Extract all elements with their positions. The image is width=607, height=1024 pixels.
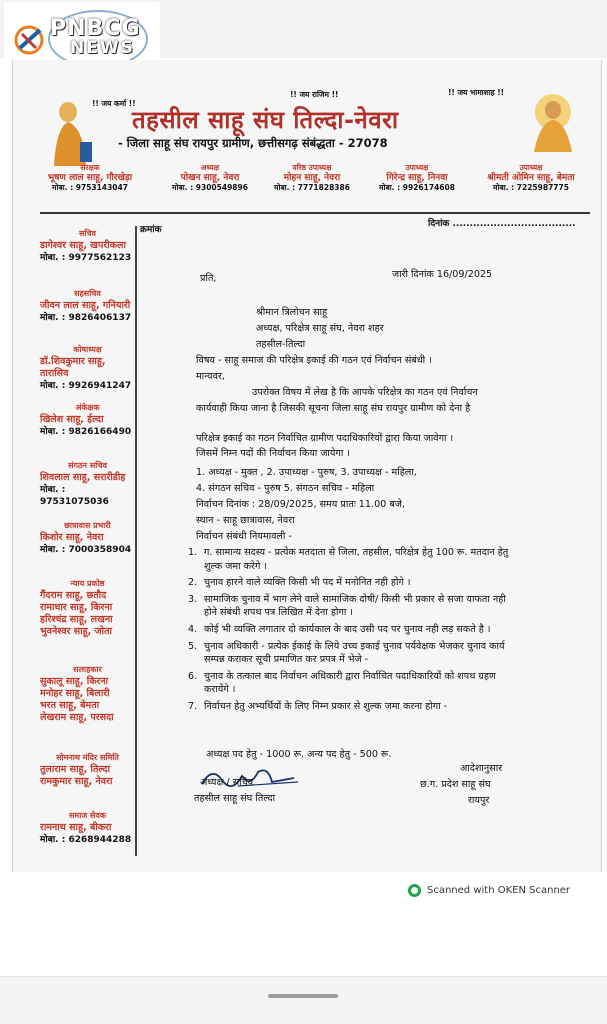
rules-title: निर्वाचन संबंधी नियमावली -: [196, 531, 292, 542]
sidebar-phone: मोबा. : 9826406137: [40, 313, 132, 323]
sidebar-name: शिवलाल साहू, सरारीडीह: [40, 472, 126, 483]
sidebar-block-9: [40, 752, 135, 788]
sidebar-role: सलाहकार: [73, 665, 102, 674]
officer-4: [362, 163, 472, 193]
letterhead-title: तहसील साहू संघ तिल्दा-नेवरा: [132, 106, 399, 134]
officer-name: गिरेन्द्र साहू, निनवा: [386, 173, 448, 183]
para1-line2: कार्यवाही किया जाना है जिसकी सूचना जिला साहू संघ रायपुर ग्रामीण को देना है: [196, 403, 471, 414]
sidebar-block-3: [40, 344, 135, 392]
sidebar-name: जीवन लाल साहू, गनियारी: [40, 300, 131, 311]
logo-brand: PNBCG: [50, 16, 141, 41]
rule-number: 7.: [188, 700, 198, 712]
officer-role: उपाध्यक्ष: [405, 163, 429, 172]
rule-number: 6.: [188, 670, 198, 682]
officer-phone: मोबा. : 7225987775: [493, 183, 569, 192]
posts-line1: 1. अध्यक्ष - मुक्त , 2. उपाध्यक्ष - पुरुष, 3. उपाध्यक्ष - महिला,: [196, 467, 417, 478]
rule-text: सामाजिक चुनाव में भाग लेने वाले सामाजिक दोषी/ किसी भी प्रकार से सजा याफता नही होने संबंधी शपथ पत्र लिखित में देना होगा ।: [204, 593, 506, 619]
sidebar-name: खिलेश साहू, ईल्दा: [40, 414, 104, 425]
rules-list: [188, 546, 518, 717]
sidebar-phone: मोबा. : 9926941247: [40, 381, 132, 391]
rule-number: 1.: [188, 547, 198, 558]
scanner-logo-icon: [408, 884, 421, 897]
sidebar-phone: मोबा. : 9977562123: [40, 253, 132, 263]
sidebar-name: डॉ.शिवकुमार साहू, तारासिव: [40, 356, 106, 379]
officer-name: श्रीमती ओमिन साहू, बेमता: [487, 173, 575, 183]
officer-phone: मोबा. : 9300549896: [172, 183, 248, 192]
sidebar-name: हरिश्चंद्र साहू, लखना: [40, 614, 113, 625]
recipient-designation: अध्यक्ष, परिक्षेत्र साहू संघ, नेवरा शहर: [256, 323, 384, 334]
scanner-label: Scanned with OKEN Scanner: [427, 885, 571, 896]
logo-brand-news: NEWS: [70, 38, 135, 58]
rule-item: [188, 576, 518, 590]
sidebar-phone: मोबा. : 7000358904: [40, 545, 132, 555]
sidebar-block-1: [40, 228, 135, 264]
sidebar-name: मनोहर साहू, बिलारी: [40, 688, 110, 699]
officer-5: [472, 163, 590, 193]
sidebar-name: डागेश्वर साहू, खपरीकला: [40, 240, 126, 251]
rule-number: 4.: [188, 623, 198, 635]
sidebar-name: रामनाथ साहू, बीकरा: [40, 822, 112, 833]
sidebar-role: समाज सेवक: [69, 811, 106, 820]
election-venue: स्थान - साहू छात्रावास, नेवरा: [196, 515, 295, 526]
sidebar-role: न्याय प्रकोष्ठ: [70, 579, 105, 588]
sidebar-phone: मोबा. : 6268944288: [40, 835, 132, 845]
officer-role: अध्यक्ष: [200, 163, 220, 172]
rule-item: [188, 546, 518, 573]
sidebar-role: संगठन सचिव: [68, 461, 107, 470]
rule-item: [188, 593, 518, 620]
scanner-watermark: [408, 884, 570, 897]
dinank-label: दिनांक ....................................: [428, 219, 576, 229]
subject-line: विषय - साहू समाज की परिक्षेत्र इकाई की गठन एवं निर्वाचन संबंधी ।: [196, 355, 432, 366]
officer-1: [40, 163, 140, 193]
sidebar-role: सचिव: [78, 229, 96, 238]
rule-number: 5.: [188, 640, 198, 652]
signatory-right-org: छ.ग. प्रदेश साहू संघ: [420, 779, 491, 790]
sidebar-name: भरत साहू, बेमता: [40, 700, 100, 711]
fees-line: अध्यक्ष पद हेतु - 1000 रू. अन्य पद हेतु - 500 रू.: [206, 749, 392, 760]
sidebar-name: रामाधार साहू, किरना: [40, 602, 113, 613]
sidebar-role: छात्रावास प्रभारी: [64, 521, 111, 530]
posts-line2: 4. संगठन सचिव - पुरुष 5. संगठन सचिव - महिला: [196, 483, 375, 494]
sidebar-role: कोषाध्यक्ष: [73, 345, 102, 354]
rule-text: चुनाव हारने वाले व्यक्ति किसी भी पद में मनोनित नही होगे ।: [204, 577, 411, 589]
bottom-nav-bar: [0, 976, 607, 1024]
sidebar-name: लेखराम साहू, परसदा: [40, 712, 114, 723]
officer-role: वरिष्ठ उपाध्यक्ष: [292, 163, 332, 172]
recipient-tehsil: तहसील-तिल्दा: [256, 339, 306, 350]
sidebar-block-4: [40, 402, 135, 438]
signatory-left-title: अध्यक्ष / सचिव: [200, 777, 254, 788]
officer-name: मोहन साहू, नेवरा: [283, 173, 341, 183]
rule-text: चुनाव अधिकारी - प्रत्येक ईकाई के लिये उच्च इकाई चुनाव पर्यवेक्षक भेजकर चुनाव कार्य सम्पन्न कराकर सूची प्रमाणित कर प्रपत्र में भेजे -: [204, 640, 505, 666]
prati-label: प्रति,: [200, 273, 217, 284]
officer-role: संरक्षक: [80, 163, 100, 172]
election-date: निर्वाचन दिनांक : 28/09/2025, समय प्रातः 11.00 बजे,: [196, 499, 405, 510]
officer-name: पोखन साहू, नेवरा: [180, 173, 240, 183]
sidebar-block-8: [40, 664, 135, 724]
satellite-logo-icon: [12, 22, 48, 56]
sidebar-phone: मोबा. : 97531075036: [40, 485, 109, 507]
sidebar-name: भुवनेश्वर साहू, जोता: [40, 626, 112, 637]
rule-number: 2.: [188, 577, 198, 589]
rule-item: [188, 670, 518, 697]
saint-left-image: [46, 98, 96, 168]
officer-name: भूषण लाल साहू, गौरखेड़ा: [47, 173, 133, 183]
para2-line2: जिसमें निम्न पदों की निर्वाचन किया जायेगा ।: [196, 448, 351, 459]
sidebar-block-6: [40, 520, 135, 556]
officer-2: [160, 163, 260, 193]
sidebar-role: सोमनाथ मंदिर समिति: [56, 753, 119, 762]
officer-3: [262, 163, 362, 193]
officer-phone: मोबा. : 7771828386: [274, 183, 350, 192]
officer-role: उपाध्यक्ष: [519, 163, 543, 172]
sidebar-name: सुकालू साहू, किरना: [40, 676, 109, 687]
slogan-center: !! जय राजिम !!: [290, 90, 339, 99]
slogan-left: !! जय कर्मा !!: [92, 99, 136, 108]
sidebar-block-7: [40, 578, 135, 638]
saint-right-image: [528, 86, 578, 156]
slogan-right: !! जय भामाशाह !!: [448, 88, 505, 97]
para2-line1: परिक्षेत्र इकाई का गठन निर्वाचित ग्रामीण पदाधिकारियों द्वारा किया जावेगा ।: [196, 433, 454, 444]
signatory-right-city: रायपुर: [468, 795, 490, 806]
rule-item: [188, 640, 518, 667]
sidebar-name: किशोर साहू, नेवरा: [40, 532, 104, 543]
issue-date: जारी दिनांक 16/09/2025: [392, 269, 493, 280]
sidebar-divider: [135, 226, 137, 856]
sidebar-phone: मोबा. : 9826166490: [40, 427, 132, 437]
rule-item: [188, 623, 518, 637]
rule-text: निर्वाचन हेतु अभ्यर्थियों के लिए निम्न प्रकार से शुल्क जमा करना होगा -: [204, 700, 448, 712]
header-divider: [40, 212, 590, 214]
sidebar-name: तुलाराम साहू, तिल्दा: [40, 764, 110, 775]
sidebar-block-2: [40, 288, 135, 324]
rule-item: [188, 700, 518, 714]
recipient-name: श्रीमान त्रिलोचन साहू: [256, 307, 328, 318]
sidebar-role: अंकेक्षक: [75, 403, 100, 412]
rule-number: 3.: [188, 593, 198, 605]
sidebar-name: रामकुमार साहू, नेवरा: [40, 776, 113, 787]
para1-line1: उपरोक्त विषय में लेख है कि आपके परिक्षेत्र का गठन एवं निर्वाचन: [252, 387, 478, 398]
officer-phone: मोबा. : 9926174608: [379, 183, 455, 192]
salutation: मान्यवर,: [196, 371, 225, 382]
signatory-left-org: तहसील साहू संघ तिल्दा: [194, 793, 276, 804]
rule-text: चुनाव के तत्काल बाद निर्वाचन अधिकारी द्वारा निर्वाचित पदाधिकारियों को शपथ ग्रहण करायेंगे ।: [204, 670, 496, 696]
sidebar-block-5: [40, 460, 135, 508]
officer-phone: मोबा. : 9753143047: [52, 183, 128, 192]
sidebar-block-10: [40, 810, 135, 846]
rule-text: कोई भी व्यक्ति लगातार दो कार्यकाल के बाद उसी पद पर चुनाव नही लड़ सकते है ।: [204, 623, 491, 635]
letterhead-subtitle: - जिला साहू संघ रायपुर ग्रामीण, छत्तीसगढ़ संबंद्धता - 27078: [118, 136, 388, 150]
kramank-label: क्रमांक: [140, 225, 162, 235]
sidebar-name: गैंदराम साहू, छतौद: [40, 590, 107, 601]
aadesh-label: आदेशानुसार: [460, 763, 503, 774]
rule-text: ग. सामान्य सदस्य - प्रत्येक मतदाता से जिला, तहसील, परिक्षेत्र हेतु 100 रू. मतदान हेतु शुल्क जमा करेगे ।: [204, 547, 509, 572]
home-gesture-handle[interactable]: [268, 994, 338, 998]
sidebar-role: सहसचिव: [74, 289, 101, 298]
